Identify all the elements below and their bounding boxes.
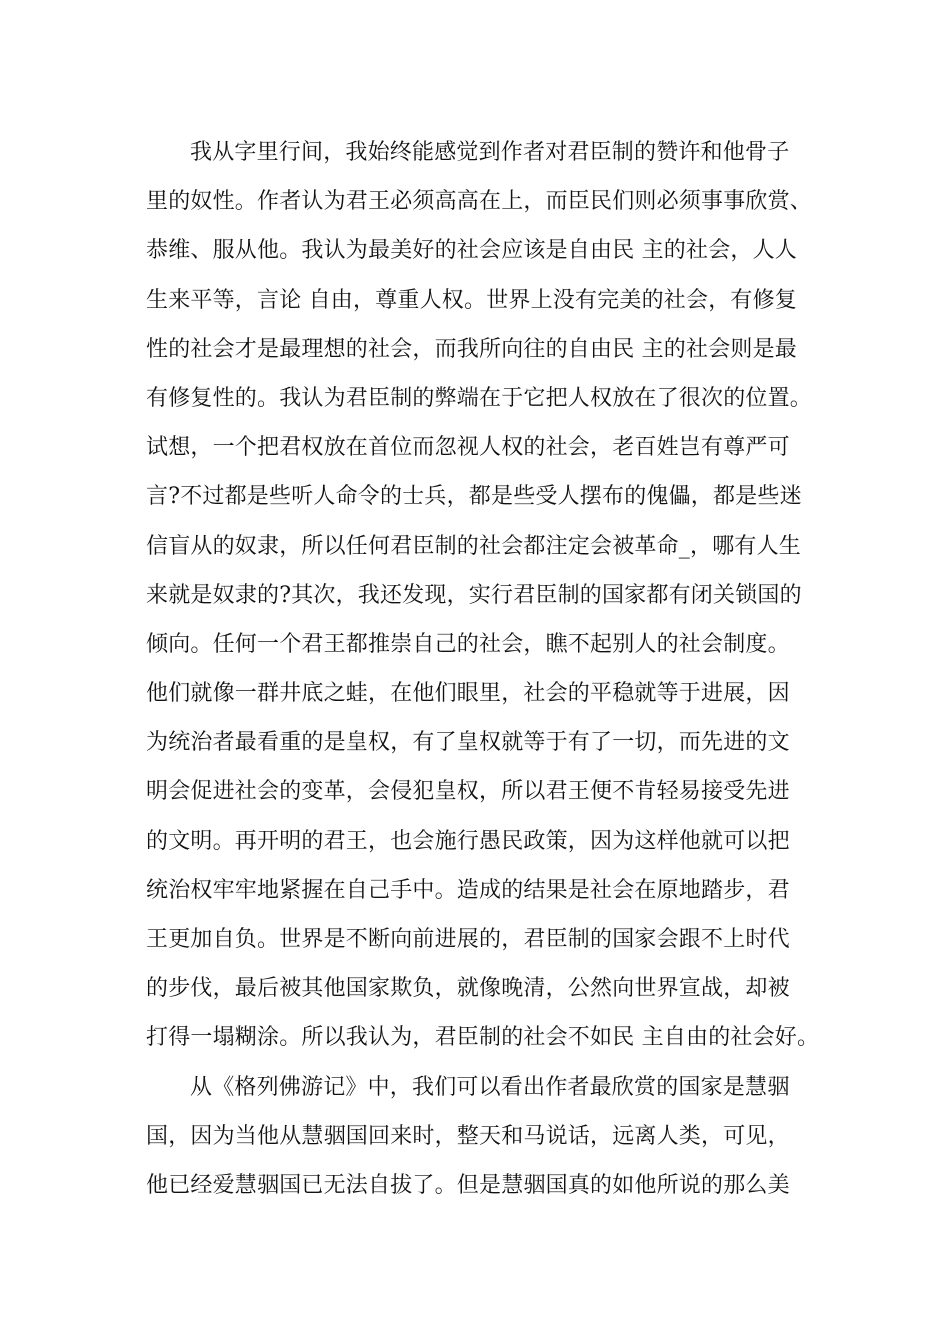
text-line: 里的奴性。作者认为君王必须高高在上，而臣民们则必须事事欣赏、 (146, 189, 813, 215)
text-line: 他们就像一群井底之蛙，在他们眼里，社会的平稳就等于进展，因 (146, 681, 790, 707)
text-line: 他已经爱慧骃国已无法自拔了。但是慧骃国真的如他所说的那么美 (146, 1172, 790, 1198)
text-line: 我从字里行间，我始终能感觉到作者对君臣制的赞许和他骨子 (190, 140, 790, 165)
text-line: 王更加自负。世界是不断向前进展的，君臣制的国家会跟不上时代 (146, 927, 790, 952)
text-line: 倾向。任何一个君王都推崇自己的社会，瞧不起别人的社会制度。 (146, 631, 790, 657)
text-line: 打得一塌糊涂。所以我认为，君臣制的社会不如民 主自由的社会好。 (146, 1025, 820, 1051)
text-line: 性的社会才是最理想的社会，而我所向往的自由民 主的社会则是最 (146, 336, 797, 362)
text-line: 生来平等，言论 自由，尊重人权。世界上没有完美的社会，有修复 (146, 287, 797, 313)
text-line: 从《格列佛游记》中，我们可以看出作者最欣赏的国家是慧骃 (190, 1074, 790, 1100)
text-line: 国，因为当他从慧骃国回来时，整天和马说话，远离人类，可见， (146, 1123, 790, 1149)
text-line: 的步伐，最后被其他国家欺负，就像晚清，公然向世界宣战，却被 (146, 976, 790, 1002)
text-line: 明会促进社会的变革，会侵犯皇权，所以君王便不肯轻易接受先进 (146, 779, 790, 805)
text-line: 恭维、服从他。我认为最美好的社会应该是自由民 主的社会，人人 (146, 238, 797, 264)
text-line: 来就是奴隶的?其次，我还发现，实行君臣制的国家都有闭关锁国的 (146, 582, 802, 608)
document-body (146, 128, 820, 1210)
text-line: 有修复性的。我认为君臣制的弊端在于它把人权放在了很次的位置。 (146, 385, 813, 411)
text-line: 信盲从的奴隶，所以任何君臣制的社会都注定会被革命_，哪有人生 (146, 533, 802, 559)
text-line: 的文明。再开明的君王，也会施行愚民政策，因为这样他就可以把 (146, 828, 790, 854)
text-line: 统治权牢牢地紧握在自己手中。造成的结果是社会在原地踏步，君 (146, 877, 790, 903)
text-line: 试想，一个把君权放在首位而忽视人权的社会，老百姓岂有尊严可 (146, 435, 790, 461)
text-line: 言?不过都是些听人命令的士兵，都是些受人摆布的傀儡，都是些迷 (146, 484, 802, 510)
text-line: 为统治者最看重的是皇权，有了皇权就等于有了一切，而先进的文 (146, 730, 790, 756)
